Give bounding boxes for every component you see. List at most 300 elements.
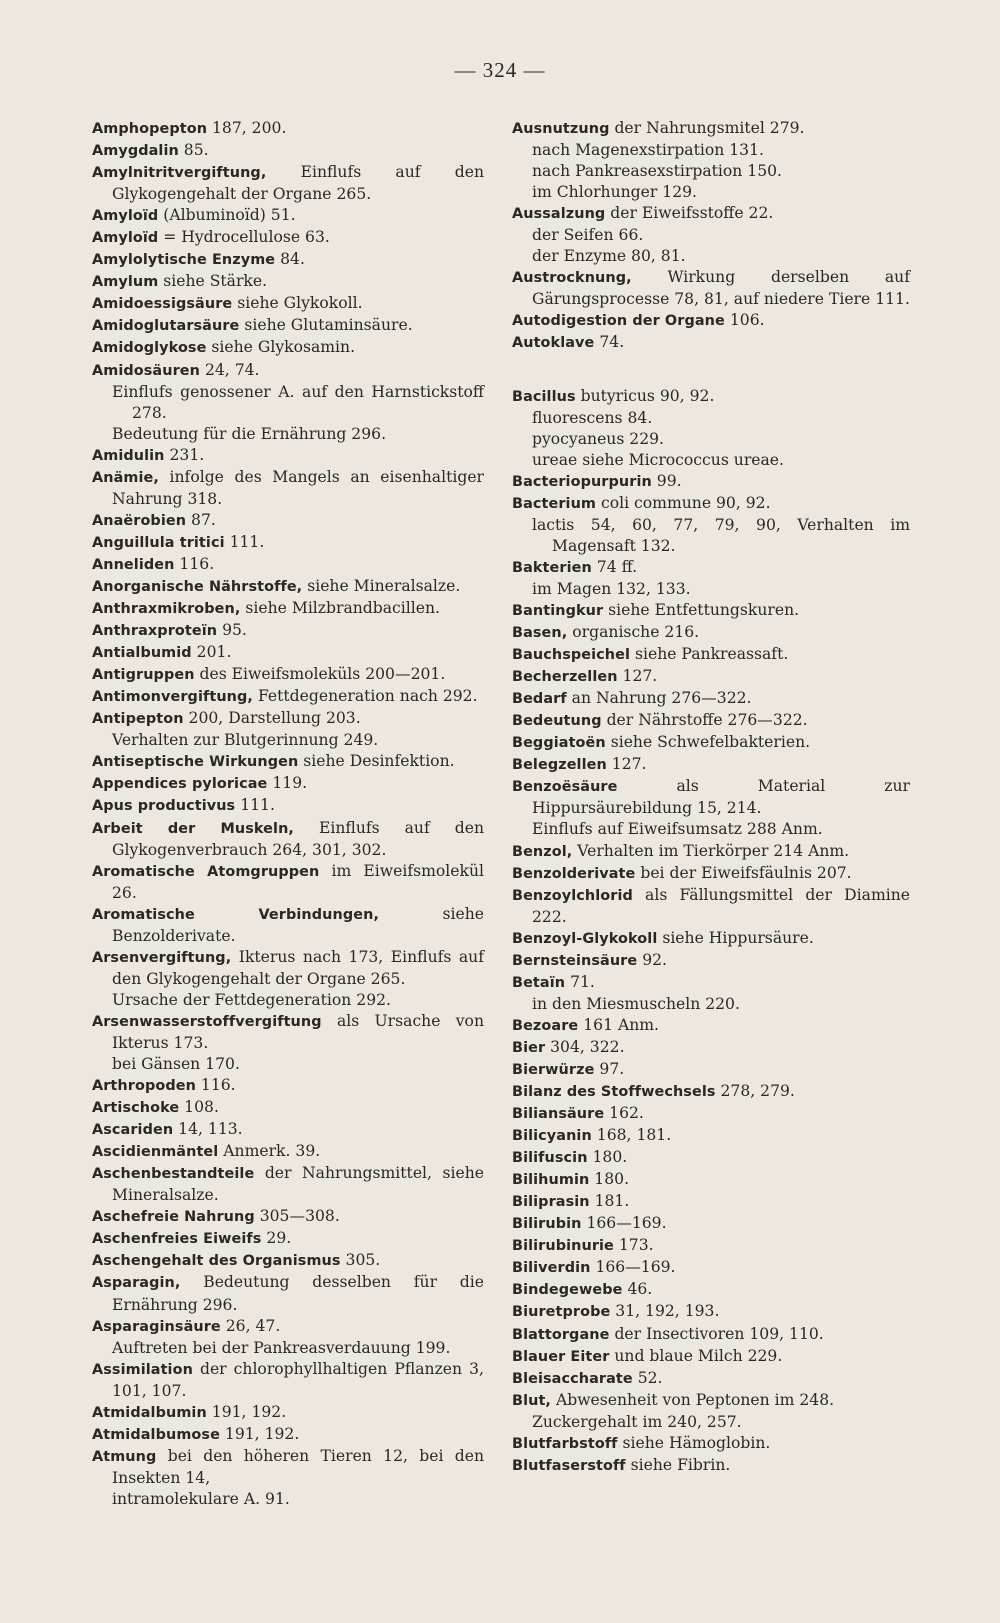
index-entry xyxy=(92,1163,484,1206)
entry-text: 201. xyxy=(191,643,232,662)
entry-text: 24, 74. xyxy=(199,360,260,379)
index-entry xyxy=(92,751,484,773)
index-entry xyxy=(92,1402,484,1424)
entry-headword: Appendices pyloricae xyxy=(92,776,268,793)
index-subentry xyxy=(92,730,484,751)
entry-text: als Ursache von Ikterus 173. xyxy=(112,1011,484,1052)
entry-headword: Atmidalbumin xyxy=(92,1404,207,1421)
entry-text: 305. xyxy=(340,1251,381,1270)
entry-text: 46. xyxy=(622,1280,653,1299)
entry-headword: Blauer Eiter xyxy=(512,1348,610,1365)
entry-text: siehe Desinfektion. xyxy=(298,752,455,771)
entry-headword: Anthraxproteïn xyxy=(92,623,218,640)
entry-text: = Hydrocellulose 63. xyxy=(158,228,330,247)
entry-headword: Biliansäure xyxy=(512,1106,605,1123)
index-entry xyxy=(92,1228,484,1250)
index-subentry xyxy=(512,140,910,161)
index-entry xyxy=(92,1206,484,1228)
entry-headword: Aschenbestandteile xyxy=(92,1166,255,1183)
entry-headword: Anneliden xyxy=(92,556,175,573)
index-entry xyxy=(512,622,910,644)
entry-text: 111. xyxy=(235,796,275,815)
index-subentry xyxy=(92,382,484,424)
index-subentry xyxy=(92,1338,484,1359)
index-entry xyxy=(512,1037,910,1059)
entry-headword: Bilicyanin xyxy=(512,1128,592,1145)
entry-text: 26, 47. xyxy=(220,1316,281,1335)
index-entry xyxy=(512,1103,910,1125)
index-entry xyxy=(92,861,484,904)
entry-text: in den Miesmuscheln 220. xyxy=(532,994,740,1013)
index-subentry xyxy=(512,450,910,471)
entry-headword: Becherzellen xyxy=(512,669,618,686)
index-subentry xyxy=(512,225,910,246)
entry-headword: Benzol, xyxy=(512,843,573,860)
entry-text: siehe Schwefelbakterien. xyxy=(605,733,811,752)
entry-text: ureae siehe Micrococcus ureae. xyxy=(532,450,784,469)
index-entry xyxy=(512,600,910,622)
entry-text: der Nahrungsmitel 279. xyxy=(609,119,805,137)
entry-text: bei der Eiweifsfäulnis 207. xyxy=(635,863,852,882)
entry-text: siehe Pankreassaft. xyxy=(630,645,789,664)
index-entry xyxy=(92,293,484,315)
entry-text: 161 Anm. xyxy=(578,1015,659,1034)
entry-text: 191, 192. xyxy=(206,1402,287,1421)
entry-text: siehe Fibrin. xyxy=(625,1455,731,1474)
index-entry xyxy=(512,386,910,408)
entry-text: lactis 54, 60, 77, 79, 90, Verhalten im Magensaft 132. xyxy=(532,515,910,555)
index-entry xyxy=(92,1097,484,1119)
entry-headword: Bacillus xyxy=(512,388,576,405)
entry-text: 200, Darstellung 203. xyxy=(183,709,361,728)
index-entry xyxy=(92,554,484,576)
entry-text: 119. xyxy=(267,774,308,793)
entry-text: Einflufs auf den Glykogengehalt der Organe 265. xyxy=(112,163,484,204)
index-entry xyxy=(92,337,484,359)
entry-headword: Bilirubinurie xyxy=(512,1238,614,1255)
entry-headword: Biuretprobe xyxy=(512,1304,611,1321)
entry-headword: Bedeutung xyxy=(512,713,602,730)
entry-text: der Nährstoffe 276—322. xyxy=(601,711,808,730)
entry-headword: Anämie, xyxy=(92,469,159,486)
entry-text: 305—308. xyxy=(254,1207,340,1226)
index-subentry xyxy=(512,429,910,450)
entry-text: (Albuminoïd) 51. xyxy=(158,206,296,225)
index-entry xyxy=(92,818,484,861)
entry-headword: Arsenvergiftung, xyxy=(92,949,232,966)
entry-headword: Amidoglykose xyxy=(92,340,207,357)
index-entry xyxy=(512,928,910,950)
index-entry xyxy=(512,1346,910,1368)
entry-text: 97. xyxy=(594,1059,625,1078)
entry-text: 127. xyxy=(606,755,647,774)
entry-text: und blaue Milch 229. xyxy=(609,1346,783,1365)
section-gap xyxy=(512,355,910,386)
index-entry xyxy=(92,360,484,382)
index-entry xyxy=(92,1272,484,1315)
entry-headword: Asparaginsäure xyxy=(92,1318,221,1335)
entry-text: Fettdegeneration nach 292. xyxy=(253,687,478,706)
entry-text: infolge des Mangels an eisenhaltiger Nahrung 318. xyxy=(112,467,484,508)
entry-headword: Amygdalin xyxy=(92,143,179,160)
index-entry xyxy=(512,1390,910,1412)
entry-headword: Aromatische Atomgruppen xyxy=(92,863,320,880)
entry-text: der Nahrungsmittel, siehe Mineralsalze. xyxy=(112,1164,484,1205)
entry-text: 278, 279. xyxy=(715,1082,795,1101)
entry-headword: Ascariden xyxy=(92,1122,174,1139)
index-entry xyxy=(512,332,910,354)
index-entry xyxy=(512,841,910,863)
entry-headword: Bacterium xyxy=(512,495,597,512)
entry-headword: Anaërobien xyxy=(92,512,187,529)
entry-headword: Anguillula tritici xyxy=(92,534,225,551)
index-entry xyxy=(512,1213,910,1235)
entry-headword: Amidoessigsäure xyxy=(92,296,233,313)
entry-headword: Benzolderivate xyxy=(512,865,636,882)
index-entry xyxy=(92,795,484,817)
index-entry xyxy=(92,576,484,598)
entry-headword: Atmidalbumose xyxy=(92,1426,220,1443)
index-entry xyxy=(92,140,484,162)
entry-text: 116. xyxy=(195,1076,236,1095)
entry-text: 14, 113. xyxy=(173,1120,243,1139)
index-entry xyxy=(92,162,484,205)
entry-headword: Amyloïd xyxy=(92,230,159,247)
entry-headword: Autoklave xyxy=(512,335,595,352)
index-entry xyxy=(512,493,910,515)
index-entry xyxy=(92,1316,484,1338)
index-subentry xyxy=(512,161,910,182)
entry-headword: Aschengehalt des Organismus xyxy=(92,1253,341,1270)
entry-headword: Apus productivus xyxy=(92,798,236,815)
entry-headword: Bilihumin xyxy=(512,1172,590,1189)
index-entry xyxy=(512,863,910,885)
entry-headword: Aschenfreies Eiweifs xyxy=(92,1231,262,1248)
index-subentry xyxy=(512,579,910,600)
entry-headword: Bindegewebe xyxy=(512,1282,623,1299)
index-entry xyxy=(512,310,910,332)
index-entry xyxy=(512,1235,910,1257)
entry-text: 127. xyxy=(617,667,658,686)
entry-text: 304, 322. xyxy=(545,1037,625,1056)
entry-text: 106. xyxy=(724,311,765,330)
entry-headword: Blutfarbstoff xyxy=(512,1435,618,1452)
entry-headword: Asparagin, xyxy=(92,1275,181,1292)
index-entry xyxy=(512,1191,910,1213)
entry-text: als Fällungsmittel der Diamine 222. xyxy=(532,885,910,926)
index-entry xyxy=(512,666,910,688)
entry-headword: Antimonvergiftung, xyxy=(92,689,253,706)
entry-text: 71. xyxy=(565,972,595,991)
entry-text: bei den höheren Tieren 12, bei den Insekten 14, xyxy=(112,1446,484,1487)
entry-text: 187, 200. xyxy=(207,119,287,137)
entry-headword: Bakterien xyxy=(512,559,592,576)
entry-text: siehe Benzolderivate. xyxy=(112,904,485,945)
entry-text: Ikterus nach 173, Einflufs auf den Glykogengehalt der Organe 265. xyxy=(112,947,484,988)
index-entry xyxy=(512,688,910,710)
index-entry xyxy=(92,904,484,947)
entry-headword: Biliprasin xyxy=(512,1194,590,1211)
index-entry xyxy=(512,972,910,994)
index-entry xyxy=(512,1081,910,1103)
entry-text: siehe Glykokoll. xyxy=(232,294,363,313)
index-entry xyxy=(92,664,484,686)
entry-text: 87. xyxy=(186,510,216,529)
entry-text: Anmerk. 39. xyxy=(218,1142,321,1161)
entry-headword: Antiseptische Wirkungen xyxy=(92,754,299,771)
entry-text: Verhalten zur Blutgerinnung 249. xyxy=(112,731,379,750)
entry-text: der Insectivoren 109, 110. xyxy=(609,1324,824,1343)
index-subentry xyxy=(92,424,484,445)
index-entry xyxy=(92,532,484,554)
index-subentry xyxy=(512,994,910,1015)
index-entry xyxy=(92,708,484,730)
index-entry xyxy=(92,271,484,293)
entry-headword: Autodigestion der Organe xyxy=(512,313,725,330)
index-entry xyxy=(512,1324,910,1346)
entry-headword: Amidoglutarsäure xyxy=(92,318,240,335)
index-entry xyxy=(512,1147,910,1169)
entry-headword: Betaïn xyxy=(512,974,566,991)
entry-text: der Eiweifsstoffe 22. xyxy=(605,204,774,223)
entry-text: als Material zur Hippursäurebildung 15, 214. xyxy=(532,777,910,818)
entry-headword: Amylum xyxy=(92,274,159,291)
entry-text: Bedeutung für die Ernährung 296. xyxy=(112,424,387,443)
entry-headword: Benzoësäure xyxy=(512,779,618,796)
index-entry xyxy=(512,1059,910,1081)
entry-text: 29. xyxy=(261,1229,292,1248)
index-entry xyxy=(512,885,910,928)
index-entry xyxy=(512,1169,910,1191)
entry-text: nach Pankreasexstirpation 150. xyxy=(532,162,783,181)
index-entry xyxy=(512,1433,910,1455)
entry-text: 92. xyxy=(637,950,667,969)
entry-text: 74 ff. xyxy=(591,557,638,576)
index-subentry xyxy=(512,246,910,267)
entry-headword: Ascidienmäntel xyxy=(92,1144,219,1161)
index-entry xyxy=(92,686,484,708)
entry-text: fluorescens 84. xyxy=(532,408,653,427)
entry-text: siehe Hippursäure. xyxy=(657,928,814,947)
index-entry xyxy=(512,776,910,819)
entry-headword: Amylolytische Enzyme xyxy=(92,252,276,269)
entry-headword: Blut, xyxy=(512,1392,551,1409)
entry-text: Zuckergehalt im 240, 257. xyxy=(532,1412,742,1431)
index-entry xyxy=(92,118,484,140)
index-entry xyxy=(92,598,484,620)
entry-headword: Anthraxmikroben, xyxy=(92,601,241,618)
entry-headword: Bezoare xyxy=(512,1017,579,1034)
entry-headword: Antialbumid xyxy=(92,645,192,662)
entry-text: 168, 181. xyxy=(591,1126,672,1145)
entry-text: 99. xyxy=(651,471,682,490)
index-subentry xyxy=(512,515,910,557)
entry-text: 180. xyxy=(587,1148,628,1167)
index-entry xyxy=(92,1011,484,1054)
index-entry xyxy=(92,315,484,337)
index-entry xyxy=(92,1446,484,1489)
entry-headword: Anorganische Nährstoffe, xyxy=(92,578,303,595)
index-entry xyxy=(92,1359,484,1402)
entry-text: Einflufs auf den Glykogenverbrauch 264, 301, 302. xyxy=(112,818,484,859)
entry-text: der chlorophyllhaltigen Pflanzen 3, 101, 107. xyxy=(112,1359,484,1400)
entry-headword: Bedarf xyxy=(512,691,567,708)
entry-text: 95. xyxy=(217,621,247,640)
entry-text: coli commune 90, 92. xyxy=(596,493,771,512)
entry-text: 166—169. xyxy=(581,1214,667,1233)
index-entry xyxy=(92,773,484,795)
entry-text: bei Gänsen 170. xyxy=(112,1055,240,1074)
entry-text: Einflufs auf Eiweifsumsatz 288 Anm. xyxy=(532,820,823,839)
entry-headword: Ausnutzung xyxy=(512,121,610,137)
entry-text: 111. xyxy=(224,532,265,551)
entry-text: 173. xyxy=(613,1236,654,1255)
index-subentry xyxy=(512,1412,910,1433)
index-entry xyxy=(512,471,910,493)
entry-text: 85. xyxy=(178,141,209,160)
index-entry xyxy=(92,620,484,642)
entry-text: Ursache der Fettdegeneration 292. xyxy=(112,990,392,1009)
entry-headword: Beggiatoën xyxy=(512,735,606,752)
entry-text: 108. xyxy=(179,1098,219,1117)
index-entry xyxy=(92,445,484,467)
entry-text: Wirkung derselben auf Gärungsprocesse 78, 81, auf niedere Tiere 111. xyxy=(532,268,910,309)
entry-text: Einflufs genossener A. auf den Harnstickstoff 278. xyxy=(112,382,484,422)
index-entry xyxy=(92,227,484,249)
index-entry xyxy=(512,950,910,972)
entry-headword: Arsenwasserstoffvergiftung xyxy=(92,1013,322,1030)
entry-headword: Bilirubin xyxy=(512,1216,582,1233)
index-subentry xyxy=(92,990,484,1011)
entry-headword: Arthropoden xyxy=(92,1078,196,1095)
entry-text: siehe Milzbrandbacillen. xyxy=(240,599,440,618)
entry-headword: Aussalzung xyxy=(512,206,606,223)
index-subentry xyxy=(512,182,910,203)
index-entry xyxy=(92,1141,484,1163)
index-subentry xyxy=(92,1054,484,1075)
index-entry xyxy=(512,644,910,666)
entry-text: pyocyaneus 229. xyxy=(532,429,665,448)
entry-text: nach Magenexstirpation 131. xyxy=(532,141,764,160)
entry-text: Auftreten bei der Pankreasverdauung 199. xyxy=(112,1338,451,1357)
entry-headword: Aromatische Verbindungen, xyxy=(92,906,380,923)
entry-headword: Belegzellen xyxy=(512,757,607,774)
index-entry xyxy=(512,710,910,732)
entry-headword: Aschefreie Nahrung xyxy=(92,1209,255,1226)
entry-headword: Benzoyl-Glykokoll xyxy=(512,930,658,947)
entry-headword: Bernsteinsäure xyxy=(512,952,638,969)
entry-headword: Amphopepton xyxy=(92,121,208,137)
entry-headword: Bilifuscin xyxy=(512,1150,588,1167)
entry-text: 162. xyxy=(604,1104,644,1123)
index-entry xyxy=(512,1368,910,1390)
index-entry xyxy=(92,249,484,271)
index-subentry xyxy=(512,408,910,429)
page-number: — 324 — xyxy=(454,58,546,82)
entry-headword: Austrocknung, xyxy=(512,270,632,287)
entry-headword: Bierwürze xyxy=(512,1061,595,1078)
index-entry xyxy=(92,947,484,990)
index-entry xyxy=(92,1424,484,1446)
entry-headword: Basen, xyxy=(512,625,568,642)
entry-text: der Seifen 66. xyxy=(532,226,644,245)
entry-text: siehe Mineralsalze. xyxy=(302,576,461,595)
entry-headword: Antipepton xyxy=(92,711,184,728)
index-entry xyxy=(512,754,910,776)
entry-text: organische 216. xyxy=(567,623,700,642)
entry-text: 52. xyxy=(632,1368,663,1387)
entry-headword: Amidulin xyxy=(92,447,165,464)
entry-text: siehe Glykosamin. xyxy=(206,338,356,357)
index-entry xyxy=(92,642,484,664)
entry-text: siehe Hämoglobin. xyxy=(617,1433,771,1452)
index-entry xyxy=(512,1125,910,1147)
entry-headword: Atmung xyxy=(92,1448,157,1465)
index-entry xyxy=(92,205,484,227)
entry-text: 84. xyxy=(275,250,305,269)
entry-text: butyricus 90, 92. xyxy=(575,386,715,405)
index-entry xyxy=(512,732,910,754)
index-entry xyxy=(512,1257,910,1279)
entry-headword: Assimilation xyxy=(92,1361,193,1378)
entry-text: 180. xyxy=(589,1170,630,1189)
entry-headword: Benzoylchlorid xyxy=(512,887,633,904)
index-entry xyxy=(92,1075,484,1097)
entry-text: des Eiweifsmoleküls 200—201. xyxy=(194,665,446,684)
entry-text: im Chlorhunger 129. xyxy=(532,183,698,202)
index-entry xyxy=(92,510,484,532)
entry-text: Verhalten im Tierkörper 214 Anm. xyxy=(572,841,850,860)
index-entry xyxy=(512,557,910,579)
entry-text: im Magen 132, 133. xyxy=(532,579,691,598)
entry-headword: Amidosäuren xyxy=(92,362,200,379)
entry-headword: Bier xyxy=(512,1039,546,1056)
entry-headword: Bilanz des Stoffwechsels xyxy=(512,1084,716,1101)
entry-headword: Bacteriopurpurin xyxy=(512,473,652,490)
entry-headword: Bauchspeichel xyxy=(512,647,631,664)
entry-headword: Blattorgane xyxy=(512,1326,610,1343)
entry-text: an Nahrung 276—322. xyxy=(566,689,752,708)
entry-text: 116. xyxy=(174,554,215,573)
index-entry xyxy=(512,267,910,310)
entry-headword: Amyloïd xyxy=(92,208,159,225)
index-entry xyxy=(512,1279,910,1301)
entry-text: Abwesenheit von Peptonen im 248. xyxy=(551,1390,835,1409)
index-column-left xyxy=(92,118,484,1510)
entry-text: intramolekulare A. 91. xyxy=(112,1489,290,1508)
entry-text: 191, 192. xyxy=(219,1424,300,1443)
entry-text: 181. xyxy=(589,1192,630,1211)
index-entry xyxy=(512,1015,910,1037)
entry-headword: Bantingkur xyxy=(512,602,604,619)
entry-headword: Artischoke xyxy=(92,1100,180,1117)
index-entry xyxy=(92,1119,484,1141)
entry-text: im Eiweifsmolekül 26. xyxy=(112,861,484,902)
entry-headword: Biliverdin xyxy=(512,1260,591,1277)
index-entry xyxy=(512,1455,910,1477)
entry-text: siehe Glutaminsäure. xyxy=(239,316,413,335)
entry-headword: Antigruppen xyxy=(92,667,195,684)
index-entry xyxy=(512,1301,910,1323)
entry-text: der Enzyme 80, 81. xyxy=(532,247,686,266)
index-entry xyxy=(92,467,484,510)
entry-text: Bedeutung desselben für die Ernährung 296. xyxy=(112,1273,484,1314)
index-entry xyxy=(92,1250,484,1272)
index-subentry xyxy=(512,819,910,840)
index-column-right xyxy=(512,118,910,1477)
entry-headword: Blutfaserstoff xyxy=(512,1457,626,1474)
entry-headword: Amylnitritvergiftung, xyxy=(92,165,267,182)
